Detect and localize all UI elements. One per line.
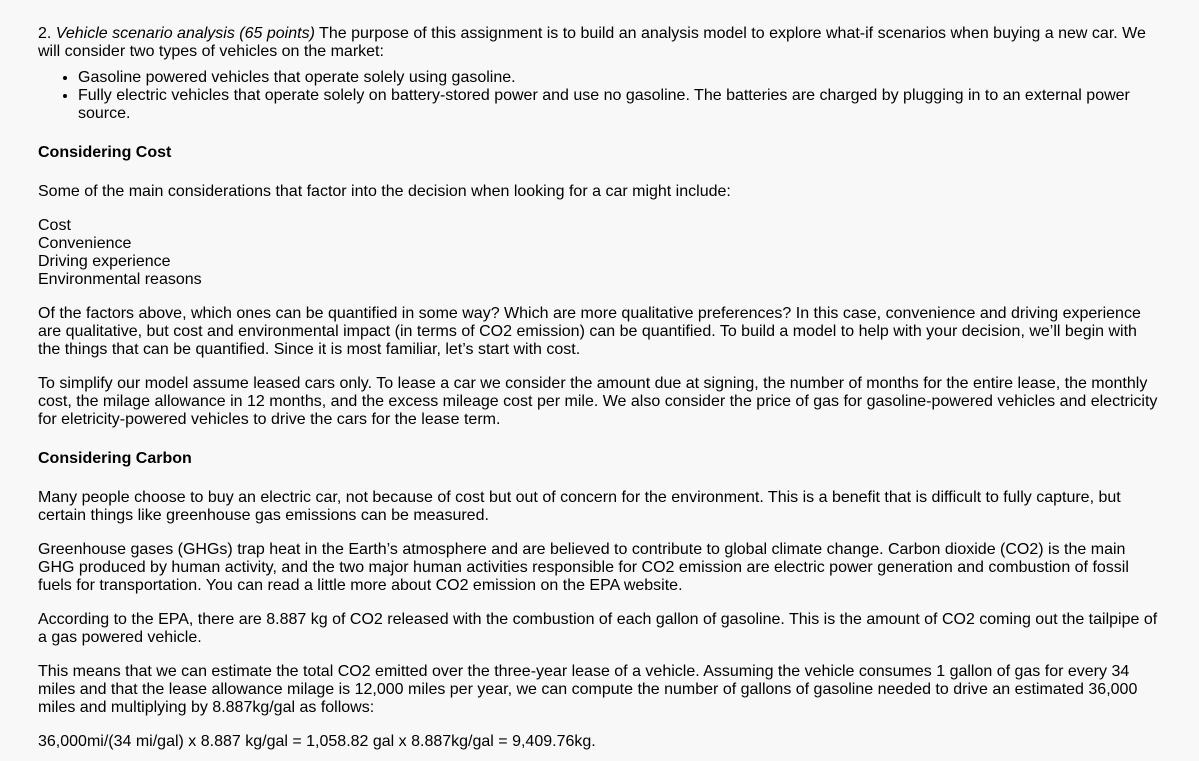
question-title: Vehicle scenario analysis (65 points) (55, 25, 315, 42)
factor-item: Environmental reasons (38, 271, 202, 288)
carbon-paragraph-estimate: This means that we can estimate the total CO2 emitted over the three-year lease of a vehicle. Assuming the vehicle consumes 1 gallon of gas for every 34 miles and that the lease allowance milage is 12,000 miles per year, we can compute the number of gallons of gasoline needed to drive an estimated 36,000 miles and multiplying by 8.887kg/gal as follows: (38, 663, 1138, 716)
factor-list (38, 217, 1163, 289)
list-item: • Fully electric vehicles that operate solely on battery-stored power and use no gasoline. The batteries are charged by plugging in to an external power source. (78, 87, 1163, 123)
factor-item: Convenience (38, 235, 132, 252)
heading-considering-cost: Considering Cost (38, 144, 172, 161)
heading-considering-carbon: Considering Carbon (38, 450, 192, 467)
intro-text: The purpose of this assignment is to build an analysis model to explore what-if scenarios when buying a new car. We will consider two types of vehicles on the market: (38, 25, 1146, 60)
carbon-paragraph-ghg: Greenhouse gases (GHGs) trap heat in the Earth’s atmosphere and are believed to contribute to global climate change. Carbon dioxide (CO2) is the main GHG produced by human activity, and the two major human activities responsible for CO2 emission are electric power generation and combustion of fossil fuels for transportation. You can read a little more about CO2 emission on the EPA website. (38, 541, 1129, 594)
vehicle-type-list (38, 69, 1163, 123)
cost-paragraph-quantify: Of the factors above, which ones can be quantified in some way? Which are more qualitative preferences? In this case, convenience and driving experience are qualitative, but cost and environmental impact (in terms of CO2 emission) can be quantified. To build a model to help with your decision, we’ll begin with the things that can be quantified. Since it is most familiar, let’s start with cost. (38, 305, 1141, 358)
factor-item: Cost (38, 217, 71, 234)
carbon-paragraph-intro: Many people choose to buy an electric car, not because of cost but out of concern for the environment. This is a benefit that is difficult to fully capture, but certain things like greenhouse gas emissions can be measured. (38, 489, 1121, 524)
cost-paragraph-lease: To simplify our model assume leased cars only. To lease a car we consider the amount due at signing, the number of months for the entire lease, the monthly cost, the milage allowance in 12 months, and the excess mileage cost per mile. We also consider the price of gas for gasoline-powered vehicles and electricity for eletricity-powered vehicles to drive the cars for the lease term. (38, 375, 1158, 428)
carbon-paragraph-epa: According to the EPA, there are 8.887 kg of CO2 released with the combustion of each gallon of gasoline. This is the amount of CO2 coming out the tailpipe of a gas powered vehicle. (38, 611, 1158, 646)
carbon-formula: 36,000mi/(34 mi/gal) x 8.887 kg/gal = 1,058.82 gal x 8.887kg/gal = 9,409.76kg. (38, 733, 596, 750)
list-item: • Gasoline powered vehicles that operate solely using gasoline. (78, 69, 1163, 87)
assignment-intro (38, 25, 1163, 61)
document-page (38, 25, 1163, 751)
cost-lead-paragraph: Some of the main considerations that factor into the decision when looking for a car might include: (38, 183, 731, 200)
question-number: 2. (38, 25, 52, 42)
factor-item: Driving experience (38, 253, 171, 270)
